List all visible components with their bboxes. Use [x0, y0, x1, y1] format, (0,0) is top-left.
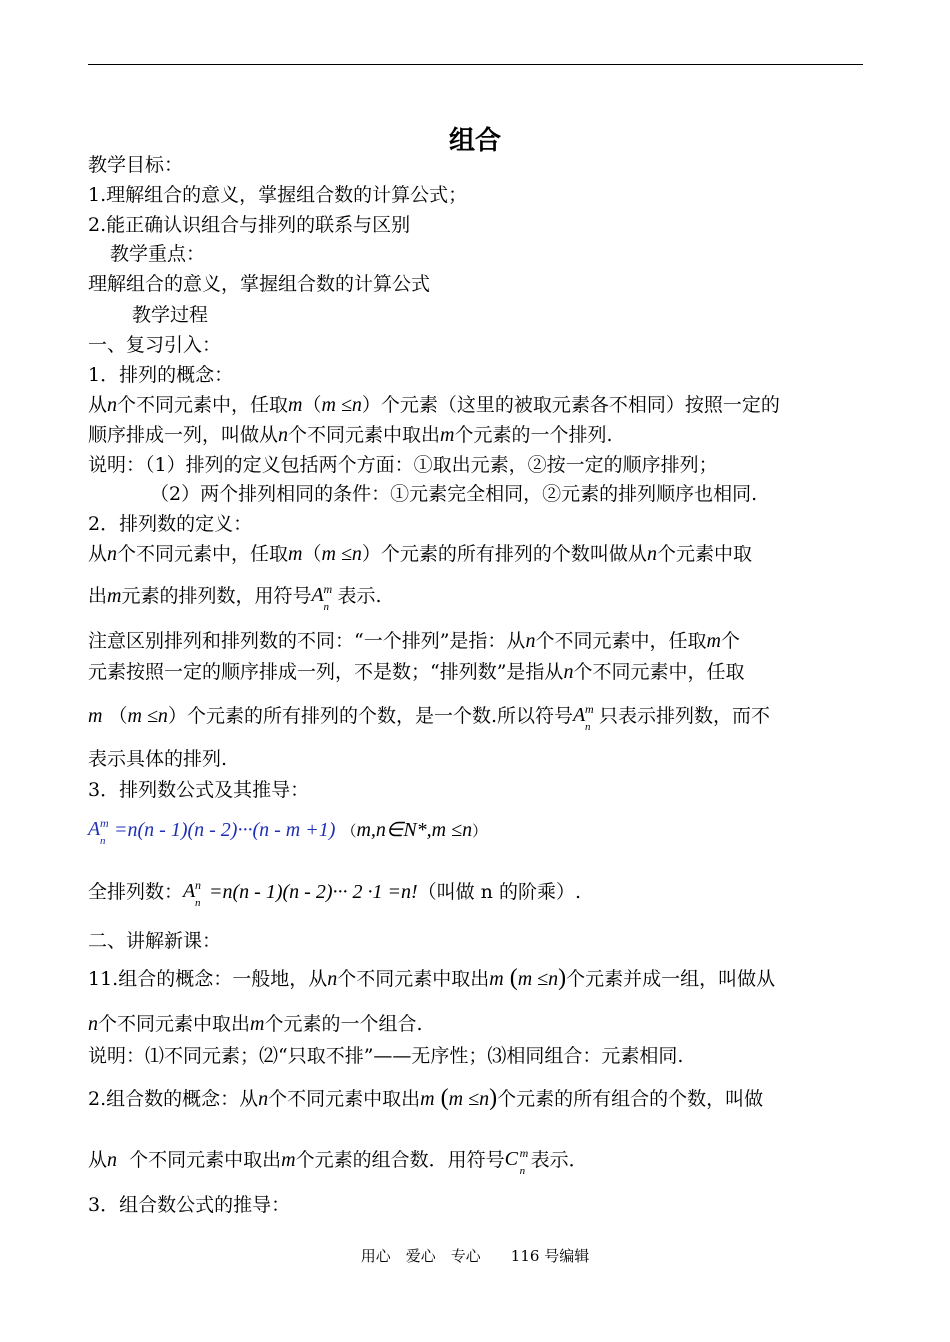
comb-number-line-1: 2.组合数的概念：从n个不同元素中取出m (m ≤n)个元素的所有组合的个数，叫做: [88, 1085, 764, 1111]
comb-concept-note: 说明：⑴不同元素；⑵“只取不排”——无序性；⑶相同组合：元素相同.: [88, 1045, 684, 1067]
perm-number-line-1: 从n个不同元素中，任取m（m ≤n）个元素的所有排列的个数叫做从n个元素中取: [88, 543, 752, 565]
perm-symbol: A m n: [88, 816, 109, 847]
perm-formula: A m n =n(n - 1)(n - 2)···(n - m +1) （m,n∈N*,m ≤n）: [88, 812, 863, 844]
page-footer: 用心 爱心 专心 116 号编辑: [360, 1247, 590, 1265]
page-title: 组合: [448, 126, 501, 156]
full-perm-symbol: A n n: [183, 878, 202, 909]
section-1-heading: 一、复习引入：: [88, 334, 222, 356]
distinction-line-2: 元素按照一定的顺序排成一列，不是数；“排列数”是指从n个不同元素中，任取: [88, 661, 745, 683]
perm-formula-heading: 3．排列数公式及其推导：: [88, 779, 310, 801]
perm-note-1: 说明：（1）排列的定义包括两个方面：①取出元素，②按一定的顺序排列；: [88, 454, 718, 476]
perm-concept-line-2: 顺序排成一列，叫做从n个不同元素中取出m个元素的一个排列.: [88, 424, 613, 446]
perm-note-2: （2）两个排列相同的条件：①元素完全相同，②元素的排列顺序也相同.: [150, 483, 758, 505]
comb-number-line-2: 从n 个不同元素中取出m个元素的组合数．用符号 C m n 表示．: [88, 1142, 863, 1173]
section-2-heading: 二、讲解新课：: [88, 930, 222, 952]
full-perm-line: 全排列数： A n n =n(n - 1)(n - 2)··· 2 ·1 =n!（叫做 n 的阶乘）.: [88, 874, 863, 905]
perm-concept-line-1: 从n个不同元素中，任取m（m ≤n）个元素（这里的被取元素各不相同）按照一定的: [88, 394, 780, 416]
comb-symbol: C m n: [504, 1146, 529, 1177]
comb-concept-line-1: 11.组合的概念：一般地，从n个不同元素中取出m (m ≤n)个元素并成一组，叫做从: [88, 965, 776, 991]
goals-heading: 教学目标：: [88, 154, 184, 176]
comb-concept-line-2: n个不同元素中取出m个元素的一个组合.: [88, 1013, 423, 1035]
goal-2: 2.能正确认识组合与排列的联系与区别: [88, 214, 411, 236]
perm-symbol: A m n: [572, 702, 594, 733]
perm-number-line-2: 出m元素的排列数，用符号 A m n 表示.: [88, 578, 863, 609]
comb-formula-heading: 3．组合数公式的推导：: [88, 1194, 291, 1216]
distinction-line-4: 表示具体的排列.: [88, 748, 228, 770]
distinction-line-3: m （m ≤n）个元素的所有排列的个数，是一个数.所以符号 A m n 只表示排列数，而不: [88, 698, 863, 729]
goal-1: 1.理解组合的意义，掌握组合数的计算公式；: [88, 184, 468, 206]
header-rule: [88, 64, 863, 65]
focus-heading: 教学重点：: [110, 243, 206, 265]
perm-number-heading: 2．排列数的定义：: [88, 513, 253, 535]
perm-concept-heading: 1．排列的概念：: [88, 364, 234, 386]
distinction-line-1: 注意区别排列和排列数的不同：“一个排列”是指：从n个不同元素中，任取m个: [88, 630, 740, 652]
perm-symbol: A m n: [311, 582, 333, 613]
focus-text: 理解组合的意义，掌握组合数的计算公式: [88, 273, 431, 295]
process-heading: 教学过程: [132, 304, 209, 326]
